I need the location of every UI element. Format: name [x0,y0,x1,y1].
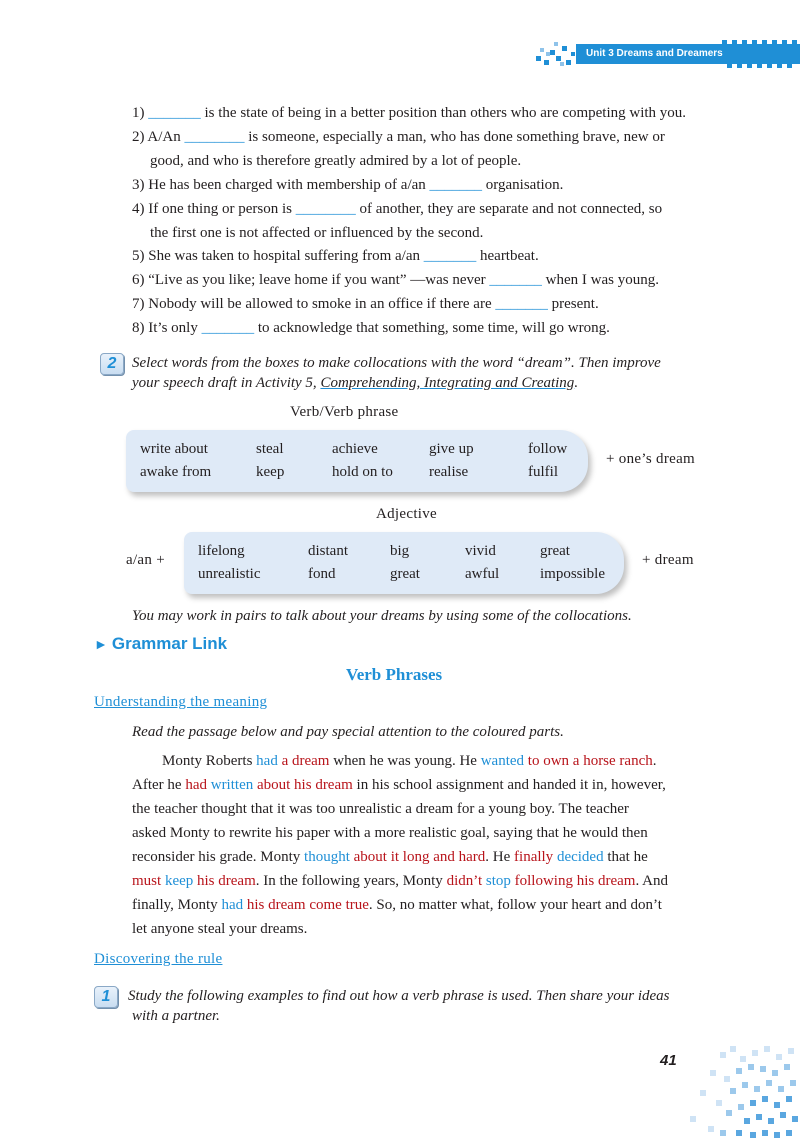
adjective-box-prefix: a/an + [126,552,165,568]
activity-2-badge: 2 [100,353,124,375]
verb-word: give up [429,441,474,457]
activity-1-instruction-line2: with a partner. [132,1008,220,1024]
exercise-item-2: 2) A/An ________ is someone, especially a man, who has done something brave, new or [132,129,665,145]
page-number: 41 [660,1052,677,1069]
exercise-item-6: 6) “Live as you like; leave home if you want” —was never _______ when I was young. [132,272,659,288]
pairs-note: You may work in pairs to talk about your dreams by using some of the collocations. [132,608,632,624]
discovering-heading: Discovering the rule [94,951,223,967]
activity-2-instruction-line1: Select words from the boxes to make collocations with the word “dream”. Then improve [132,355,661,371]
exercise-item-3: 3) He has been charged with membership of a/an _______ organisation. [132,177,564,193]
adjective-word: fond [308,566,336,582]
verb-word-box [126,430,588,492]
exercise-item-4: 4) If one thing or person is ________ of another, they are separate and not connected, so [132,201,663,217]
adjective-word: lifelong [198,543,245,559]
passage-line: Monty Roberts had a dream when he was young. He wanted to own a horse ranch. [162,753,657,769]
passage-line: the teacher thought that it was too unrealistic a dream for a young boy. The teacher [132,801,629,817]
exercise-item-1: 1) _______ is the state of being in a better position than others who are competing with you. [132,105,687,121]
adjective-word: distant [308,543,348,559]
adjective-word: great [540,543,570,559]
passage-line: must keep his dream. In the following years, Monty didn’t stop following his dream. And [132,873,668,889]
adjective-box-label: Adjective [376,506,438,522]
passage-instruction: Read the passage below and pay special attention to the coloured parts. [132,724,564,740]
passage-line: let anyone steal your dreams. [132,921,308,937]
exercise-item-5: 5) She was taken to hospital suffering from a/an _______ heartbeat. [132,248,539,264]
verb-word: achieve [332,441,378,457]
activity-1-instruction-line1: Study the following examples to find out how a verb phrase is used. Then share your ideas [128,988,670,1004]
adjective-word: vivid [465,543,496,559]
verb-word: fulfil [528,464,558,480]
passage-line: reconsider his grade. Monty thought about it long and hard. He finally decided that he [132,849,648,865]
arrow-right-icon: ► [94,638,108,653]
adjective-word: impossible [540,566,606,582]
adjective-box-suffix: + dream [642,552,694,568]
verb-word: realise [429,464,469,480]
footer-pixel-decoration [690,1046,800,1138]
section-title: Verb Phrases [346,665,443,684]
adjective-word: awful [465,566,500,582]
activity-2-instruction-line2: your speech draft in Activity 5, Comprehending, Integrating and Creating. [132,375,579,391]
verb-word: keep [256,464,285,480]
verb-word: awake from [140,464,212,480]
activity-1-badge: 1 [94,986,118,1008]
verb-word: write about [140,441,208,457]
exercise-item-7: 7) Nobody will be allowed to smoke in an office if there are _______ present. [132,296,599,312]
understanding-heading: Understanding the meaning [94,694,268,710]
adjective-word-box [184,532,624,594]
passage-line: asked Monty to rewrite his paper with a more realistic goal, saying that he would then [132,825,648,841]
activity-reference-link[interactable]: Comprehending, Integrating and Creating [320,375,575,391]
adjective-word: great [390,566,420,582]
passage-line: finally, Monty had his dream come true. So, no matter what, follow your heart and don’t [132,897,662,913]
adjective-word: unrealistic [198,566,261,582]
verb-box-label: Verb/Verb phrase [290,404,399,420]
exercise-item-8: 8) It’s only _______ to acknowledge that something, some time, will go wrong. [132,320,610,336]
unit-title-bar: Unit 3 Dreams and Dreamers [576,44,800,64]
grammar-link-heading: ► Grammar Link [94,634,228,653]
passage-line: After he had written about his dream in his school assignment and handed it in, however, [132,777,666,793]
adjective-word: big [390,543,410,559]
verb-word: follow [528,441,568,457]
exercise-item-4-cont: the first one is not affected or influenced by the second. [150,225,484,241]
verb-word: steal [256,441,284,457]
exercise-item-2-cont: good, and who is therefore greatly admired by a lot of people. [150,153,522,169]
verb-word: hold on to [332,464,393,480]
verb-box-suffix: + one’s dream [606,451,695,467]
